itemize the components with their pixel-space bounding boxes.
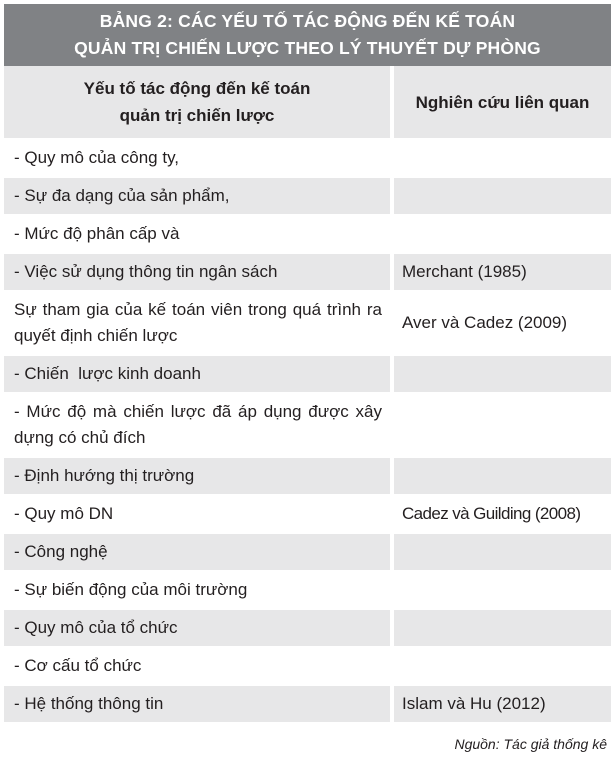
factor-cell: - Quy mô của công ty, xyxy=(4,139,392,177)
table-row xyxy=(4,457,611,495)
table-row xyxy=(4,139,611,177)
factor-cell: - Sự biến động của môi trường xyxy=(4,571,392,609)
study-cell xyxy=(392,647,611,685)
factor-cell: - Chiến lược kinh doanh xyxy=(4,355,392,393)
study-cell: Cadez và Guilding (2008) xyxy=(392,495,611,533)
factor-cell: - Định hướng thị trường xyxy=(4,457,392,495)
factor-cell: - Mức độ phân cấp và xyxy=(4,215,392,253)
table-row xyxy=(4,215,611,253)
study-cell: Islam và Hu (2012) xyxy=(392,685,611,723)
study-cell xyxy=(392,533,611,571)
table-row xyxy=(4,495,611,533)
table-title xyxy=(4,4,611,66)
table-row xyxy=(4,533,611,571)
factors-table xyxy=(4,66,611,724)
header-factor xyxy=(4,66,392,139)
factor-cell: - Công nghệ xyxy=(4,533,392,571)
factor-cell: - Hệ thống thông tin xyxy=(4,685,392,723)
study-cell xyxy=(392,177,611,215)
table-title-line-1: BẢNG 2: CÁC YẾU TỐ TÁC ĐỘNG ĐẾN KẾ TOÁN xyxy=(99,11,516,31)
header-factor-line-2: quản trị chiến lược xyxy=(119,106,275,125)
table-row xyxy=(4,571,611,609)
factor-cell: - Việc sử dụng thông tin ngân sách xyxy=(4,253,392,291)
factor-cell: - Quy mô DN xyxy=(4,495,392,533)
table-row xyxy=(4,291,611,355)
factor-cell: Sự tham gia của kế toán viên trong quá trình ra quyết định chiến lược xyxy=(4,291,392,355)
source-note: Nguồn: Tác giả thống kê xyxy=(454,736,607,752)
table-row xyxy=(4,647,611,685)
table-row xyxy=(4,393,611,457)
header-row xyxy=(4,66,611,139)
study-cell: Merchant (1985) xyxy=(392,253,611,291)
study-cell xyxy=(392,355,611,393)
study-cell xyxy=(392,609,611,647)
table-row xyxy=(4,355,611,393)
factor-cell: - Quy mô của tổ chức xyxy=(4,609,392,647)
factor-cell: - Mức độ mà chiến lược đã áp dụng được xây dựng có chủ đích xyxy=(4,393,392,457)
study-cell: Aver và Cadez (2009) xyxy=(392,291,611,355)
study-cell xyxy=(392,571,611,609)
factor-cell: - Sự đa dạng của sản phẩm, xyxy=(4,177,392,215)
table-row xyxy=(4,685,611,723)
table-row xyxy=(4,253,611,291)
factor-cell: - Cơ cấu tổ chức xyxy=(4,647,392,685)
header-factor-line-1: Yếu tố tác động đến kế toán xyxy=(83,79,311,98)
study-cell xyxy=(392,393,611,457)
header-study: Nghiên cứu liên quan xyxy=(392,66,611,139)
study-cell xyxy=(392,457,611,495)
study-cell xyxy=(392,139,611,177)
study-cell xyxy=(392,215,611,253)
table-row xyxy=(4,609,611,647)
table-row xyxy=(4,177,611,215)
table-title-line-2: QUẢN TRỊ CHIẾN LƯỢC THEO LÝ THUYẾT DỰ PHÒNG xyxy=(74,38,541,58)
